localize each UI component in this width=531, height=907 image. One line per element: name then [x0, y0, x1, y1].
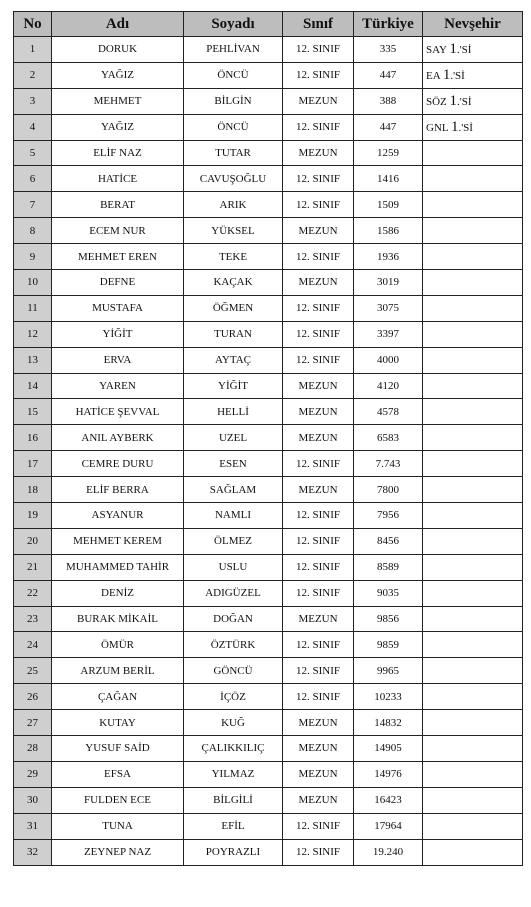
table-row [14, 710, 523, 736]
row-soyad: BİLGİLİ [184, 787, 283, 813]
table-row [14, 528, 523, 554]
row-ad: DORUK [52, 37, 184, 63]
row-sinif: 12. SINIF [283, 166, 354, 192]
header-sinif: Sınıf [283, 12, 354, 37]
row-turkiye: 4000 [354, 347, 423, 373]
row-ad: MEHMET EREN [52, 244, 184, 270]
row-nevsehir [423, 218, 523, 244]
row-nevsehir [423, 295, 523, 321]
row-turkiye: 3075 [354, 295, 423, 321]
row-nevsehir [423, 88, 523, 114]
row-ad: YUSUF SAİD [52, 736, 184, 762]
row-no: 5 [14, 140, 52, 166]
row-nevsehir [423, 270, 523, 296]
row-turkiye: 8456 [354, 528, 423, 554]
row-soyad: HELLİ [184, 399, 283, 425]
row-nevsehir [423, 736, 523, 762]
nevsehir-suffix: .'Sİ [457, 95, 472, 108]
row-soyad: YILMAZ [184, 761, 283, 787]
row-soyad: AYTAÇ [184, 347, 283, 373]
results-table [13, 11, 523, 866]
row-ad: ECEM NUR [52, 218, 184, 244]
table-row [14, 321, 523, 347]
row-nevsehir [423, 554, 523, 580]
table-row [14, 451, 523, 477]
table-row [14, 632, 523, 658]
row-soyad: EFİL [184, 813, 283, 839]
row-no: 28 [14, 736, 52, 762]
row-no: 18 [14, 477, 52, 503]
row-nevsehir [423, 684, 523, 710]
row-sinif: MEZUN [283, 606, 354, 632]
row-ad: BURAK MİKAİL [52, 606, 184, 632]
table-row [14, 684, 523, 710]
row-soyad: YİĞİT [184, 373, 283, 399]
row-turkiye: 9965 [354, 658, 423, 684]
table-row [14, 606, 523, 632]
row-turkiye: 335 [354, 37, 423, 63]
header-nevsehir: Nevşehir [423, 12, 523, 37]
row-sinif: MEZUN [283, 710, 354, 736]
row-nevsehir [423, 503, 523, 529]
row-sinif: 12. SINIF [283, 684, 354, 710]
row-nevsehir [423, 244, 523, 270]
nevsehir-rank: 1 [442, 66, 451, 83]
row-no: 4 [14, 114, 52, 140]
row-no: 23 [14, 606, 52, 632]
row-sinif: 12. SINIF [283, 347, 354, 373]
row-no: 13 [14, 347, 52, 373]
row-no: 2 [14, 62, 52, 88]
row-turkiye: 1259 [354, 140, 423, 166]
row-ad: MEHMET [52, 88, 184, 114]
row-turkiye: 6583 [354, 425, 423, 451]
row-ad: HATİCE ŞEVVAL [52, 399, 184, 425]
row-ad: ELİF BERRA [52, 477, 184, 503]
table-row [14, 270, 523, 296]
table-row [14, 425, 523, 451]
row-ad: YAREN [52, 373, 184, 399]
table-row [14, 658, 523, 684]
row-no: 8 [14, 218, 52, 244]
row-turkiye: 7800 [354, 477, 423, 503]
row-soyad: DOĞAN [184, 606, 283, 632]
row-ad: ERVA [52, 347, 184, 373]
row-turkiye: 10233 [354, 684, 423, 710]
row-nevsehir [423, 166, 523, 192]
row-turkiye: 14976 [354, 761, 423, 787]
row-sinif: 12. SINIF [283, 244, 354, 270]
table-row [14, 503, 523, 529]
table-row [14, 761, 523, 787]
row-nevsehir [423, 347, 523, 373]
row-no: 7 [14, 192, 52, 218]
row-nevsehir [423, 787, 523, 813]
row-sinif: MEZUN [283, 399, 354, 425]
row-no: 21 [14, 554, 52, 580]
row-sinif: 12. SINIF [283, 658, 354, 684]
row-ad: EFSA [52, 761, 184, 787]
row-no: 9 [14, 244, 52, 270]
row-turkiye: 4120 [354, 373, 423, 399]
row-turkiye: 1586 [354, 218, 423, 244]
row-sinif: 12. SINIF [283, 580, 354, 606]
row-sinif: MEZUN [283, 787, 354, 813]
results-sheet [13, 11, 522, 866]
row-nevsehir [423, 477, 523, 503]
row-turkiye: 9856 [354, 606, 423, 632]
row-soyad: CAVUŞOĞLU [184, 166, 283, 192]
row-sinif: 12. SINIF [283, 451, 354, 477]
row-soyad: TEKE [184, 244, 283, 270]
row-no: 10 [14, 270, 52, 296]
header-ad: Adı [52, 12, 184, 37]
nevsehir-suffix: .'Sİ [458, 121, 473, 134]
row-ad: ZEYNEP NAZ [52, 839, 184, 865]
table-row [14, 373, 523, 399]
row-sinif: MEZUN [283, 736, 354, 762]
row-soyad: ÖZTÜRK [184, 632, 283, 658]
row-turkiye: 388 [354, 88, 423, 114]
table-row [14, 192, 523, 218]
row-ad: YAĞIZ [52, 62, 184, 88]
row-soyad: KAÇAK [184, 270, 283, 296]
table-row [14, 166, 523, 192]
row-no: 31 [14, 813, 52, 839]
row-no: 26 [14, 684, 52, 710]
row-ad: TUNA [52, 813, 184, 839]
row-ad: MUHAMMED TAHİR [52, 554, 184, 580]
row-ad: ELİF NAZ [52, 140, 184, 166]
row-sinif: 12. SINIF [283, 37, 354, 63]
row-soyad: NAMLI [184, 503, 283, 529]
header-row [14, 12, 523, 37]
nevsehir-category: EA [426, 69, 441, 82]
row-ad: ÇAĞAN [52, 684, 184, 710]
row-nevsehir [423, 192, 523, 218]
row-sinif: MEZUN [283, 373, 354, 399]
row-turkiye: 7.743 [354, 451, 423, 477]
row-ad: ARZUM BERİL [52, 658, 184, 684]
row-nevsehir [423, 321, 523, 347]
row-turkiye: 9035 [354, 580, 423, 606]
table-header [14, 12, 523, 37]
row-sinif: 12. SINIF [283, 503, 354, 529]
row-no: 20 [14, 528, 52, 554]
row-sinif: MEZUN [283, 761, 354, 787]
nevsehir-rank: 1 [449, 92, 458, 109]
row-no: 30 [14, 787, 52, 813]
row-ad: YAĞIZ [52, 114, 184, 140]
row-soyad: UZEL [184, 425, 283, 451]
row-no: 11 [14, 295, 52, 321]
row-turkiye: 4578 [354, 399, 423, 425]
table-row [14, 347, 523, 373]
row-ad: BERAT [52, 192, 184, 218]
row-ad: HATİCE [52, 166, 184, 192]
table-row [14, 114, 523, 140]
row-ad: MEHMET KEREM [52, 528, 184, 554]
row-sinif: 12. SINIF [283, 632, 354, 658]
row-sinif: MEZUN [283, 88, 354, 114]
header-turkiye: Türkiye [354, 12, 423, 37]
table-row [14, 736, 523, 762]
row-turkiye: 8589 [354, 554, 423, 580]
row-nevsehir [423, 37, 523, 63]
table-row [14, 62, 523, 88]
row-no: 32 [14, 839, 52, 865]
row-sinif: MEZUN [283, 425, 354, 451]
row-sinif: 12. SINIF [283, 295, 354, 321]
table-row [14, 580, 523, 606]
table-row [14, 813, 523, 839]
table-row [14, 218, 523, 244]
table-row [14, 37, 523, 63]
row-no: 3 [14, 88, 52, 114]
nevsehir-suffix: .'Sİ [450, 69, 465, 82]
row-soyad: SAĞLAM [184, 477, 283, 503]
table-row [14, 787, 523, 813]
row-sinif: 12. SINIF [283, 62, 354, 88]
row-no: 27 [14, 710, 52, 736]
row-no: 6 [14, 166, 52, 192]
row-soyad: USLU [184, 554, 283, 580]
row-sinif: 12. SINIF [283, 528, 354, 554]
row-sinif: 12. SINIF [283, 321, 354, 347]
row-turkiye: 1509 [354, 192, 423, 218]
row-nevsehir [423, 62, 523, 88]
row-ad: DEFNE [52, 270, 184, 296]
row-sinif: 12. SINIF [283, 813, 354, 839]
row-turkiye: 447 [354, 114, 423, 140]
row-no: 24 [14, 632, 52, 658]
row-no: 17 [14, 451, 52, 477]
table-row [14, 140, 523, 166]
row-turkiye: 447 [354, 62, 423, 88]
row-soyad: TUTAR [184, 140, 283, 166]
row-soyad: TURAN [184, 321, 283, 347]
row-nevsehir [423, 761, 523, 787]
row-sinif: 12. SINIF [283, 554, 354, 580]
row-soyad: ÖNCÜ [184, 62, 283, 88]
row-soyad: ESEN [184, 451, 283, 477]
row-no: 12 [14, 321, 52, 347]
table-row [14, 399, 523, 425]
row-soyad: BİLGİN [184, 88, 283, 114]
row-sinif: 12. SINIF [283, 192, 354, 218]
table-row [14, 88, 523, 114]
row-soyad: KUĞ [184, 710, 283, 736]
row-nevsehir [423, 632, 523, 658]
row-nevsehir [423, 710, 523, 736]
row-sinif: MEZUN [283, 270, 354, 296]
row-ad: ANIL AYBERK [52, 425, 184, 451]
row-soyad: ÖLMEZ [184, 528, 283, 554]
row-ad: ÖMÜR [52, 632, 184, 658]
row-nevsehir [423, 606, 523, 632]
row-nevsehir [423, 580, 523, 606]
row-nevsehir [423, 813, 523, 839]
nevsehir-category: SAY [426, 43, 447, 56]
row-no: 14 [14, 373, 52, 399]
row-turkiye: 3397 [354, 321, 423, 347]
row-no: 29 [14, 761, 52, 787]
row-soyad: ARIK [184, 192, 283, 218]
row-ad: DENİZ [52, 580, 184, 606]
nevsehir-rank: 1 [450, 118, 459, 135]
row-turkiye: 7956 [354, 503, 423, 529]
row-no: 16 [14, 425, 52, 451]
row-soyad: GÖNCÜ [184, 658, 283, 684]
row-nevsehir [423, 425, 523, 451]
row-ad: ASYANUR [52, 503, 184, 529]
row-turkiye: 14905 [354, 736, 423, 762]
header-soyad: Soyadı [184, 12, 283, 37]
row-turkiye: 16423 [354, 787, 423, 813]
row-nevsehir [423, 528, 523, 554]
header-no: No [14, 12, 52, 37]
table-row [14, 295, 523, 321]
nevsehir-category: SÖZ [426, 95, 447, 108]
row-turkiye: 9859 [354, 632, 423, 658]
row-turkiye: 19.240 [354, 839, 423, 865]
row-turkiye: 14832 [354, 710, 423, 736]
row-sinif: 12. SINIF [283, 839, 354, 865]
row-ad: CEMRE DURU [52, 451, 184, 477]
row-no: 1 [14, 37, 52, 63]
row-sinif: MEZUN [283, 140, 354, 166]
row-no: 22 [14, 580, 52, 606]
row-nevsehir [423, 658, 523, 684]
row-no: 19 [14, 503, 52, 529]
table-row [14, 244, 523, 270]
row-ad: MUSTAFA [52, 295, 184, 321]
row-nevsehir [423, 399, 523, 425]
row-soyad: ÖNCÜ [184, 114, 283, 140]
row-soyad: ÇALIKKILIÇ [184, 736, 283, 762]
row-nevsehir [423, 839, 523, 865]
row-no: 15 [14, 399, 52, 425]
row-soyad: POYRAZLI [184, 839, 283, 865]
row-turkiye: 1936 [354, 244, 423, 270]
row-nevsehir [423, 451, 523, 477]
nevsehir-category: GNL [426, 121, 449, 134]
row-nevsehir [423, 140, 523, 166]
row-soyad: PEHLİVAN [184, 37, 283, 63]
row-ad: YİĞİT [52, 321, 184, 347]
row-sinif: MEZUN [283, 477, 354, 503]
row-sinif: MEZUN [283, 218, 354, 244]
row-turkiye: 17964 [354, 813, 423, 839]
row-soyad: YÜKSEL [184, 218, 283, 244]
nevsehir-rank: 1 [449, 40, 457, 57]
row-ad: FULDEN ECE [52, 787, 184, 813]
row-turkiye: 1416 [354, 166, 423, 192]
table-row [14, 477, 523, 503]
row-soyad: ADIGÜZEL [184, 580, 283, 606]
row-ad: KUTAY [52, 710, 184, 736]
row-nevsehir [423, 373, 523, 399]
row-sinif: 12. SINIF [283, 114, 354, 140]
row-soyad: İÇÖZ [184, 684, 283, 710]
row-turkiye: 3019 [354, 270, 423, 296]
table-body [14, 37, 523, 866]
row-nevsehir [423, 114, 523, 140]
table-row [14, 839, 523, 865]
row-soyad: ÖĞMEN [184, 295, 283, 321]
table-row [14, 554, 523, 580]
row-no: 25 [14, 658, 52, 684]
nevsehir-suffix: .'Sİ [456, 43, 472, 56]
